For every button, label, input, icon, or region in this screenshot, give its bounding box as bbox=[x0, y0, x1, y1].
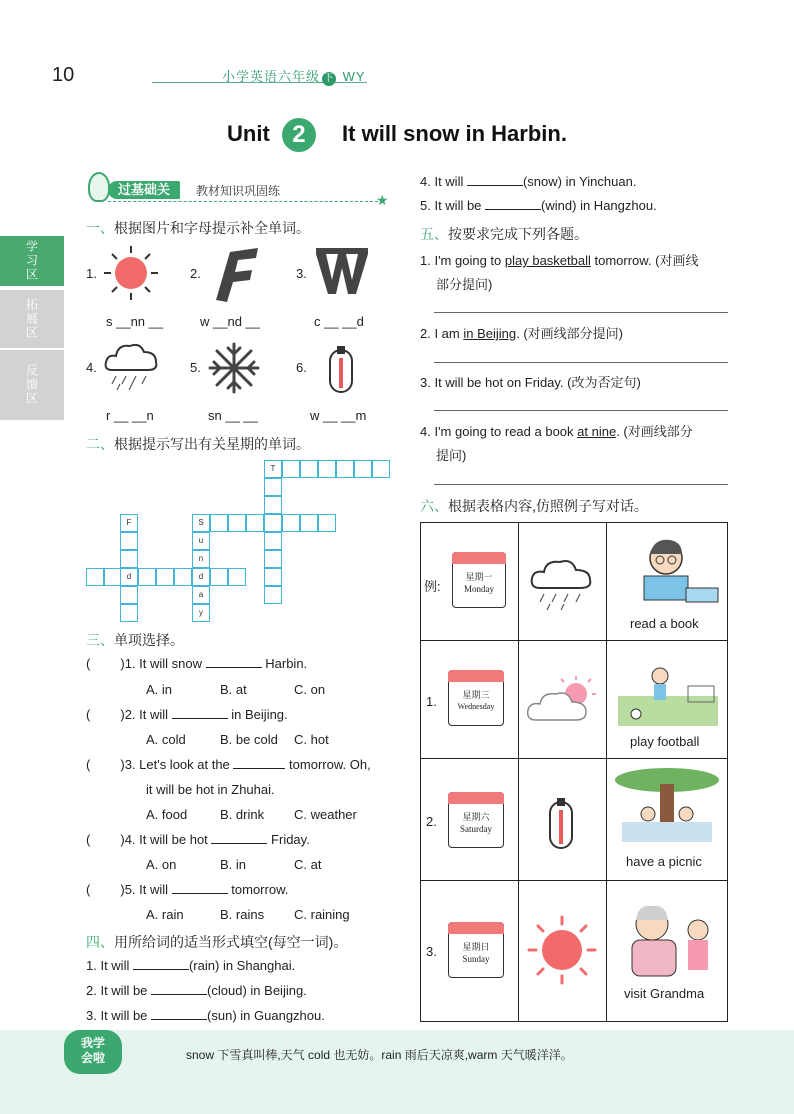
task-text: 1. I'm going to bbox=[420, 253, 505, 268]
answer-paren-open: ( bbox=[86, 832, 91, 847]
calendar-icon bbox=[448, 670, 504, 726]
crossword-cell[interactable]: F bbox=[120, 514, 138, 532]
sun-behind-cloud-icon bbox=[524, 672, 600, 728]
table-row-divider bbox=[420, 640, 728, 641]
question-stem: 1. It will snow bbox=[124, 656, 202, 671]
question-row bbox=[86, 656, 307, 671]
fill-item-pre: 4. It will bbox=[420, 174, 464, 189]
calendar-en: Monday bbox=[464, 584, 494, 594]
given-word: (cloud) bbox=[207, 983, 247, 998]
footer-badge-line1: 我学 bbox=[80, 1036, 105, 1050]
section-banner-subtitle: 教材知识巩固练 bbox=[196, 184, 281, 198]
crossword-cell[interactable] bbox=[210, 568, 228, 586]
crossword-cell[interactable]: d bbox=[120, 568, 138, 586]
calendar-en: Sunday bbox=[462, 954, 490, 964]
option-c[interactable]: C. on bbox=[294, 682, 326, 697]
wind-letter-w-icon bbox=[314, 244, 370, 300]
football-girl-illustration bbox=[618, 660, 718, 726]
answer-line[interactable] bbox=[434, 484, 728, 485]
option-c[interactable]: C. raining bbox=[294, 907, 350, 922]
side-tab-feedback[interactable]: 反馈区 bbox=[0, 350, 64, 420]
answer-paren-open: ( bbox=[86, 656, 91, 671]
rain-cloud-icon bbox=[528, 556, 596, 614]
option-c[interactable]: C. hot bbox=[294, 732, 329, 747]
fill-item-post: in Hangzhou. bbox=[580, 198, 657, 213]
edition-label: WY bbox=[342, 69, 366, 84]
row-label: 例: bbox=[424, 579, 441, 594]
book-title-text: 小学英语六年级 bbox=[222, 69, 321, 84]
part1-title bbox=[86, 218, 310, 238]
task-text-line2: 提问) bbox=[436, 448, 467, 463]
row-label: 2. bbox=[426, 814, 437, 829]
answer-line[interactable] bbox=[434, 362, 728, 363]
footer-badge bbox=[64, 1030, 122, 1074]
unit-prefix: Unit bbox=[227, 120, 270, 146]
crossword-cell[interactable] bbox=[228, 568, 246, 586]
page-number: 10 bbox=[52, 64, 75, 86]
calendar-cn: 星期六 bbox=[462, 812, 490, 822]
part3-title bbox=[86, 630, 184, 650]
option-b[interactable]: B. be cold bbox=[220, 732, 278, 747]
answer-paren-close: ) bbox=[120, 832, 125, 847]
fill-item-pre: 1. It will bbox=[86, 958, 130, 973]
calendar-icon bbox=[448, 922, 504, 978]
option-b[interactable]: B. drink bbox=[220, 807, 265, 822]
item-number: 6. bbox=[296, 360, 307, 375]
fill-blank[interactable] bbox=[151, 1019, 207, 1020]
part4-number: 四、 bbox=[86, 934, 114, 950]
crossword-cell[interactable] bbox=[120, 604, 138, 622]
fill-item-post: in Shanghai. bbox=[222, 958, 296, 973]
task-text: . (对画线部分提问) bbox=[516, 326, 624, 341]
crossword-cell[interactable] bbox=[354, 460, 372, 478]
thermometer-icon bbox=[326, 344, 356, 396]
table-col-divider bbox=[518, 522, 519, 1022]
fill-item bbox=[86, 1008, 325, 1023]
task-item bbox=[420, 323, 623, 342]
fill-item-pre: 2. It will be bbox=[86, 983, 148, 998]
task-item bbox=[420, 250, 699, 269]
book-title bbox=[222, 66, 366, 86]
item-number: 3. bbox=[296, 266, 307, 281]
option-a[interactable]: A. rain bbox=[146, 907, 184, 922]
option-b[interactable]: B. rains bbox=[220, 907, 265, 922]
fill-item-post: in Yinchuan. bbox=[565, 174, 637, 189]
part6-title bbox=[420, 496, 648, 516]
fill-item bbox=[86, 958, 295, 973]
task-text: 4. I'm going to read a book bbox=[420, 424, 578, 439]
given-word: (wind) bbox=[541, 198, 577, 213]
table-row-divider bbox=[420, 880, 728, 881]
volume-badge: 下 bbox=[323, 73, 335, 84]
calendar-cn: 星期一 bbox=[465, 572, 493, 582]
crossword-cell[interactable] bbox=[264, 514, 282, 532]
answer-paren-open: ( bbox=[86, 882, 91, 897]
task-item: 3. It will be hot on Friday. (改为否定句) bbox=[420, 375, 641, 390]
snowflake-icon bbox=[206, 340, 262, 396]
visit-grandma-illustration bbox=[620, 900, 720, 980]
fill-blank[interactable] bbox=[206, 667, 262, 668]
word-hint: w __ __m bbox=[310, 408, 367, 423]
question-stem: 4. It will be hot bbox=[124, 832, 208, 847]
question-row bbox=[86, 707, 288, 722]
section-banner-label: 过基础关 bbox=[108, 181, 180, 199]
part3-text: 单项选择。 bbox=[114, 632, 184, 648]
crossword-cell[interactable] bbox=[264, 532, 282, 550]
part1-text: 根据图片和字母提示补全单词。 bbox=[114, 220, 310, 236]
crossword-cell[interactable] bbox=[264, 586, 282, 604]
word-hint: w __nd __ bbox=[200, 314, 260, 329]
fill-blank[interactable] bbox=[151, 994, 207, 995]
activity-label: read a book bbox=[630, 616, 699, 631]
word-hint: s __nn __ bbox=[106, 314, 164, 329]
underlined-phrase: in Beijing bbox=[463, 326, 517, 341]
crossword-cell[interactable] bbox=[372, 460, 390, 478]
answer-paren-close: ) bbox=[120, 757, 125, 772]
fill-item bbox=[420, 174, 636, 189]
question-row bbox=[86, 882, 288, 897]
given-word: (sun) bbox=[207, 1008, 237, 1023]
fill-blank[interactable] bbox=[172, 718, 228, 719]
part1-number: 一、 bbox=[86, 220, 114, 236]
fill-item-pre: 3. It will be bbox=[86, 1008, 148, 1023]
question-tail: in Beijing. bbox=[231, 707, 288, 722]
option-b[interactable]: B. at bbox=[220, 682, 247, 697]
option-b[interactable]: B. in bbox=[220, 857, 247, 872]
question-stem: 3. Let's look at the bbox=[124, 757, 230, 772]
fill-item bbox=[86, 983, 307, 998]
given-word: (rain) bbox=[188, 958, 220, 973]
question-tail: tomorrow. bbox=[231, 882, 289, 897]
crossword-cell[interactable] bbox=[264, 478, 282, 496]
unit-number: 2 bbox=[282, 118, 316, 152]
task-text: 2. I am bbox=[420, 326, 464, 341]
answer-paren-close: ) bbox=[120, 707, 125, 722]
option-a[interactable]: A. in bbox=[146, 682, 173, 697]
reading-boy-illustration bbox=[614, 534, 722, 606]
part5-number: 五、 bbox=[420, 226, 448, 242]
fill-blank[interactable] bbox=[172, 893, 228, 894]
fill-item-post: in Beijing. bbox=[250, 983, 307, 998]
crossword-cell[interactable] bbox=[174, 568, 192, 586]
crossword-cell[interactable]: d bbox=[192, 568, 210, 586]
task-item bbox=[420, 421, 693, 440]
fill-blank[interactable] bbox=[467, 185, 523, 186]
part5-title bbox=[420, 224, 588, 244]
crossword-cell[interactable] bbox=[264, 568, 282, 586]
question-tail: tomorrow. Oh, bbox=[289, 757, 371, 772]
fill-blank[interactable] bbox=[211, 843, 267, 844]
activity-label: play football bbox=[630, 734, 700, 749]
item-number: 1. bbox=[86, 266, 97, 281]
question-stem-line2: it will be hot in Zhuhai. bbox=[146, 782, 275, 797]
task-text-line2: 部分提问) bbox=[436, 277, 493, 292]
mascot-icon bbox=[88, 172, 110, 202]
option-c[interactable]: C. at bbox=[294, 857, 322, 872]
option-c[interactable]: C. weather bbox=[294, 807, 357, 822]
given-word: (snow) bbox=[522, 174, 562, 189]
activity-label: have a picnic bbox=[626, 854, 702, 869]
table-row-divider bbox=[420, 758, 728, 759]
part2-number: 二、 bbox=[86, 436, 114, 452]
answer-paren-open: ( bbox=[86, 707, 91, 722]
star-icon: ★ bbox=[376, 192, 389, 208]
item-number: 2. bbox=[190, 266, 201, 281]
part2-text: 根据提示写出有关星期的单词。 bbox=[114, 436, 310, 452]
crossword-cell[interactable] bbox=[120, 586, 138, 604]
unit-heading: It will snow in Harbin. bbox=[342, 120, 567, 146]
answer-paren-close: ) bbox=[120, 656, 125, 671]
table-col-divider bbox=[606, 522, 607, 1022]
item-number: 4. bbox=[86, 360, 97, 375]
crossword-cell[interactable] bbox=[86, 568, 104, 586]
rain-cloud-icon bbox=[102, 340, 162, 392]
crossword-cell[interactable] bbox=[120, 550, 138, 568]
picnic-illustration bbox=[612, 766, 722, 848]
thermometer-icon bbox=[546, 796, 576, 852]
part6-text: 根据表格内容,仿照例子写对话。 bbox=[448, 498, 648, 514]
crossword-cell[interactable] bbox=[120, 532, 138, 550]
part3-number: 三、 bbox=[86, 632, 114, 648]
crossword-cell[interactable] bbox=[336, 460, 354, 478]
answer-paren-close: ) bbox=[120, 882, 125, 897]
part4-text: 用所给词的适当形式填空(每空一词)。 bbox=[114, 934, 348, 950]
fill-item-post: in Guangzhou. bbox=[240, 1008, 325, 1023]
sun-icon bbox=[526, 914, 598, 986]
word-hint: r __ __n bbox=[106, 408, 154, 423]
crossword-cell[interactable]: a bbox=[192, 586, 210, 604]
crossword-cell[interactable]: T bbox=[264, 460, 282, 478]
calendar-en: Saturday bbox=[460, 824, 492, 834]
fill-blank[interactable] bbox=[133, 969, 189, 970]
crossword-cell[interactable] bbox=[300, 514, 318, 532]
footer-rhyme: snow 下雪真叫棒,天气 cold 也无妨。rain 雨后天凉爽,warm 天气暖洋洋。 bbox=[186, 1048, 573, 1062]
option-a[interactable]: A. food bbox=[146, 807, 188, 822]
crossword-cell[interactable] bbox=[300, 460, 318, 478]
sun-icon bbox=[102, 244, 160, 302]
crossword-cell[interactable]: n bbox=[192, 550, 210, 568]
wind-letter-f-icon bbox=[208, 244, 262, 304]
answer-line[interactable] bbox=[434, 312, 728, 313]
answer-paren-open: ( bbox=[86, 757, 91, 772]
question-row bbox=[86, 832, 310, 847]
fill-item-pre: 5. It will be bbox=[420, 198, 482, 213]
crossword-cell[interactable] bbox=[264, 550, 282, 568]
part4-title bbox=[86, 932, 347, 952]
crossword-cell[interactable]: S bbox=[192, 514, 210, 532]
option-a[interactable]: A. on bbox=[146, 857, 177, 872]
question-tail: Harbin. bbox=[265, 656, 308, 671]
crossword-cell[interactable] bbox=[156, 568, 174, 586]
question-tail: Friday. bbox=[271, 832, 310, 847]
banner-dashed-rule bbox=[108, 201, 378, 202]
crossword-cell[interactable] bbox=[210, 514, 228, 532]
underlined-phrase: at nine bbox=[577, 424, 617, 439]
task-text: . (对画线部分 bbox=[616, 424, 693, 439]
item-number: 5. bbox=[190, 360, 201, 375]
side-tab-expand[interactable]: 拓展区 bbox=[0, 290, 64, 348]
word-hint: sn __ __ bbox=[208, 408, 258, 423]
part6-number: 六、 bbox=[420, 498, 448, 514]
calendar-en: Wednesday bbox=[457, 702, 495, 711]
side-tab-learn[interactable]: 学习区 bbox=[0, 236, 64, 286]
crossword-cell[interactable]: y bbox=[192, 604, 210, 622]
crossword-cell[interactable] bbox=[282, 514, 300, 532]
fill-blank[interactable] bbox=[485, 209, 541, 210]
calendar-icon bbox=[452, 552, 506, 608]
task-text: tomorrow. (对画线 bbox=[590, 253, 699, 268]
footer-badge-line2: 会啦 bbox=[80, 1051, 105, 1065]
crossword-cell[interactable] bbox=[228, 514, 246, 532]
word-hint: c __ __d bbox=[314, 314, 364, 329]
question-stem: 2. It will bbox=[124, 707, 169, 722]
crossword-cell[interactable]: u bbox=[192, 532, 210, 550]
crossword-cell[interactable] bbox=[264, 496, 282, 514]
row-label: 1. bbox=[426, 694, 437, 709]
option-a[interactable]: A. cold bbox=[146, 732, 186, 747]
crossword-cell[interactable] bbox=[318, 460, 336, 478]
underlined-phrase: play basketball bbox=[504, 253, 591, 268]
row-label: 3. bbox=[426, 944, 437, 959]
question-row bbox=[86, 757, 371, 772]
crossword-cell[interactable] bbox=[318, 514, 336, 532]
unit-title bbox=[0, 118, 794, 152]
calendar-cn: 星期日 bbox=[462, 942, 490, 952]
crossword-cell[interactable] bbox=[282, 460, 300, 478]
answer-line[interactable] bbox=[434, 410, 728, 411]
crossword-cell[interactable] bbox=[138, 568, 156, 586]
crossword-cell[interactable] bbox=[246, 514, 264, 532]
question-stem: 5. It will bbox=[124, 882, 169, 897]
activity-label: visit Grandma bbox=[624, 986, 705, 1001]
part2-title bbox=[86, 434, 310, 454]
calendar-icon bbox=[448, 792, 504, 848]
part5-text: 按要求完成下列各题。 bbox=[448, 226, 588, 242]
calendar-cn: 星期三 bbox=[462, 690, 490, 700]
fill-item bbox=[420, 198, 657, 213]
fill-blank[interactable] bbox=[233, 768, 285, 769]
